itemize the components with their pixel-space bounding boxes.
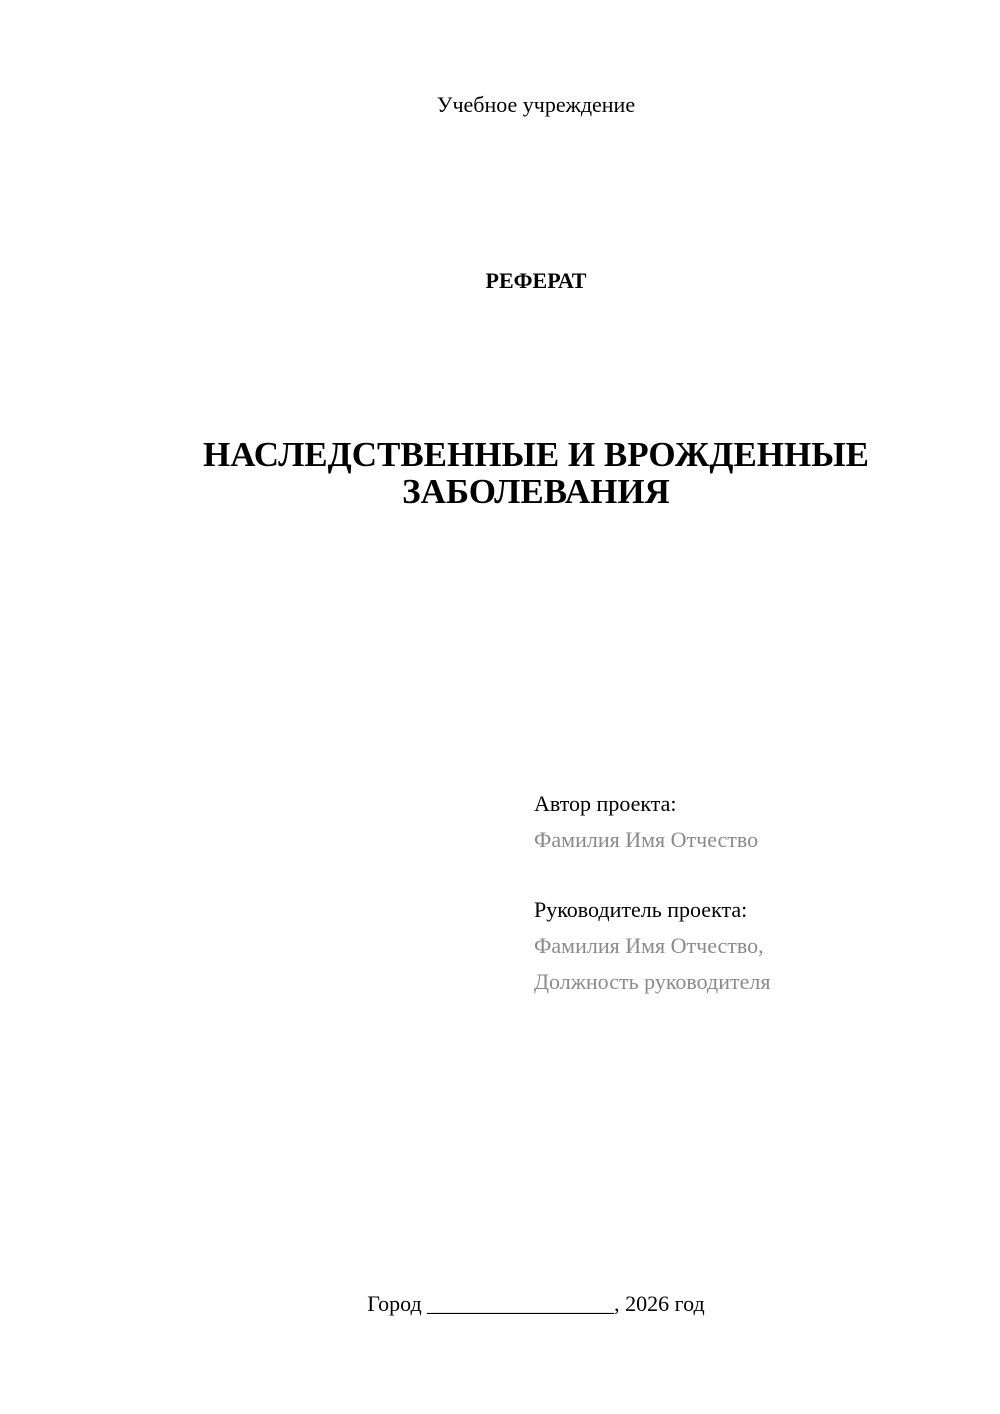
supervisor-name-placeholder: Фамилия Имя Отчество,	[534, 933, 764, 958]
document-title	[0, 436, 1000, 510]
institution-name: Учебное учреждение	[436, 92, 636, 117]
supervisor-label: Руководитель проекта:	[534, 897, 748, 922]
document-type-label: РЕФЕРАТ	[485, 268, 587, 293]
document-title-line-2: ЗАБОЛЕВАНИЯ	[402, 472, 670, 511]
author-name-placeholder: Фамилия Имя Отчество	[534, 827, 759, 852]
supervisor-block	[534, 892, 770, 1000]
document-title-line-1: НАСЛЕДСТВЕННЫЕ И ВРОЖДЕННЫЕ	[203, 435, 869, 474]
author-block	[534, 786, 758, 858]
supervisor-position-placeholder: Должность руководителя	[534, 969, 771, 994]
author-label: Автор проекта:	[534, 791, 677, 816]
city-year-line: Город _________________, 2026 год	[367, 1291, 705, 1316]
